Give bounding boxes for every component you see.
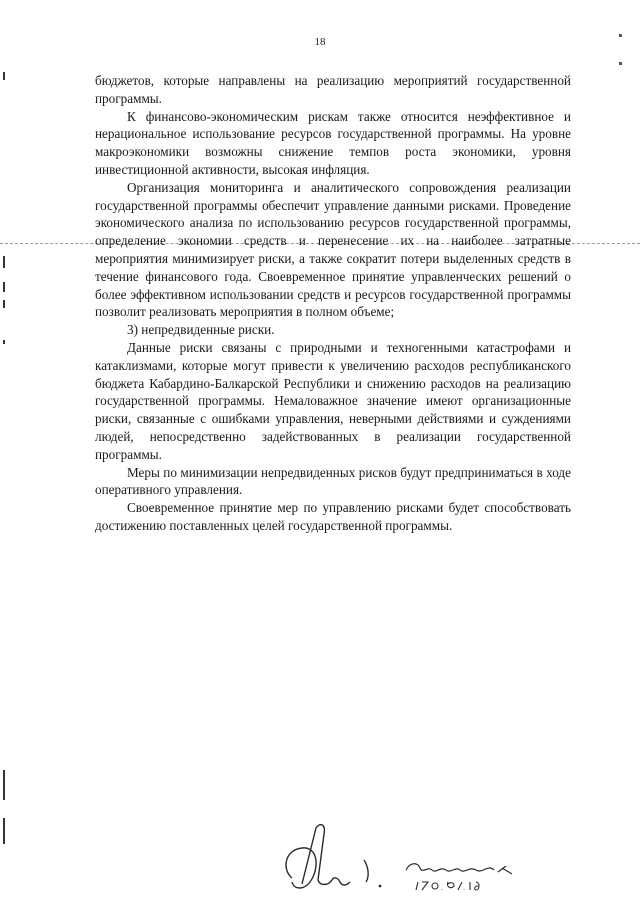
paragraph: Своевременное принятие мер по управлению рисками будет способствовать достижению поставленных целей государственной программы. bbox=[95, 500, 571, 533]
page-number: 18 bbox=[314, 36, 326, 48]
scan-artifact bbox=[3, 770, 5, 800]
paragraph: К финансово-экономическим рискам также относится неэффективное и нерациональное использование ресурсов государственной программы. На уровне макроэкономики возможны снижение темпов роста экономики, уровня инвестиционной активности, высокая инфляция. bbox=[95, 108, 571, 177]
scan-artifact bbox=[3, 300, 5, 308]
scan-artifact bbox=[3, 282, 5, 292]
scan-artifact bbox=[3, 340, 5, 344]
paragraph: 3) непредвиденные риски. bbox=[127, 322, 275, 338]
signature bbox=[280, 820, 400, 900]
paragraph: Данные риски связаны с природными и техногенными катастрофами и катаклизмами, которые могут привести к увеличению расходов республиканского бюджета Кабардино-Балкарской Республики и снижению расходов на реализацию государственной программы. Немаловажное значение имеют организационные риски, связанные с ошибками управления, неверными действиями и суждениями людей, непосредственно задействованных в реализации государственной программы. bbox=[95, 339, 571, 462]
document-body bbox=[95, 72, 571, 535]
scan-artifact bbox=[619, 34, 622, 37]
paragraph: бюджетов, которые направлены на реализацию мероприятий государственной программы. bbox=[95, 73, 571, 106]
handwritten-name-date bbox=[402, 856, 522, 896]
paragraph: Организация мониторинга и аналитического сопровождения реализации государственной программы обеспечит управление данными рисками. Проведение экономического анализа по использованию ресурсов государственной программы, определение экономии средств и перенесение их на наиболее затратные мероприятия минимизирует риски, а также сократит потери выделенных средств в течение финансового года. Своевременное принятие управленческих решений о более эффективном использовании средств и ресурсов государственной программы позволит реализовать мероприятия в полном объеме; bbox=[95, 179, 571, 320]
scan-artifact bbox=[3, 818, 5, 844]
paragraph: Меры по минимизации непредвиденных рисков будут предприниматься в ходе оперативного управления. bbox=[95, 464, 571, 498]
scan-artifact bbox=[619, 62, 622, 65]
scan-artifact bbox=[3, 72, 5, 80]
scan-artifact bbox=[3, 256, 5, 268]
